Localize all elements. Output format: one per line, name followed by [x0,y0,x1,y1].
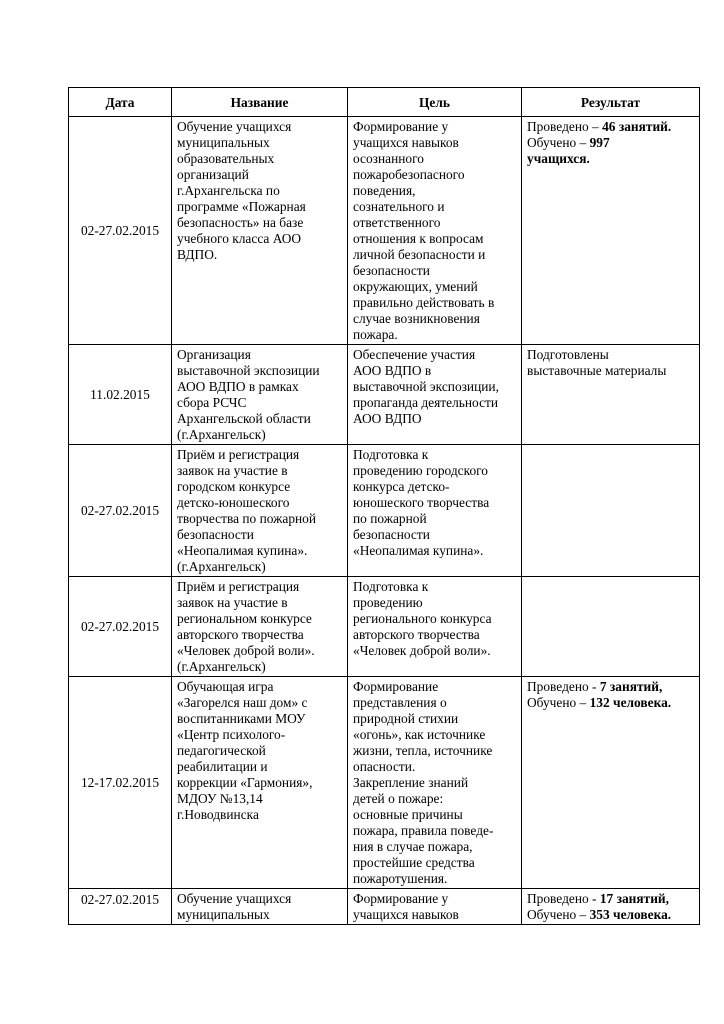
result-cell [522,117,700,345]
text-line: АОО ВДПО в [353,363,432,378]
text-line: Приём и регистрация [177,579,300,594]
result-value: 17 занятий, [599,891,669,906]
table-row [69,445,700,577]
text-line: воспитанниками МОУ [177,711,306,726]
text-line: «Человек доброй воли». [353,643,491,658]
text-line: ния в случае пожара, [353,839,473,854]
text-line: региональном конкурсе [177,611,312,626]
text-line: выставочной экспозиции [177,363,320,378]
name-cell [172,345,348,445]
text-line: Формирование у [353,891,449,906]
text-line: «Неопалимая купина». [353,543,484,558]
text-line: Формирование [353,679,439,694]
text-line: конкурса детско- [353,479,450,494]
result-cell [522,345,700,445]
text-line: Обучающая игра [177,679,274,694]
result-line [527,907,695,923]
header-date: Дата [69,88,172,117]
text-line: сознательного и [353,199,445,214]
table-row [69,577,700,677]
text-line: учащихся навыков [353,135,459,150]
events-table [68,87,700,925]
text-line: муниципальных [177,907,270,922]
header-name: Название [172,88,348,117]
text-line: муниципальных [177,135,270,150]
text-line: Подготовлены [527,347,609,362]
result-value: 132 человека. [589,695,672,710]
text-line: выставочной экспозиции, [353,379,499,394]
text-line: заявок на участие в [177,595,288,610]
text-line: авторского творчества [353,627,480,642]
text-line: по пожарной [353,511,427,526]
text-line: реабилитации и [177,759,268,774]
result-label: Обучено – [527,695,590,710]
text-line: Формирование у [353,119,449,134]
goal-cell [348,445,522,577]
text-line: проведению городского [353,463,488,478]
text-line: случае возникновения [353,311,480,326]
text-line: Приём и регистрация [177,447,300,462]
text-line: Закрепление знаний [353,775,469,790]
text-line: представления о [353,695,447,710]
table-header-row [69,88,700,117]
text-line: «Неопалимая купина». [177,543,308,558]
text-line: заявок на участие в [177,463,288,478]
text-line: учебного класса АОО [177,231,302,246]
text-line: «Загорелся наш дом» с [177,695,308,710]
text-line: Архангельской области [177,411,311,426]
text-line: основные причины [353,807,463,822]
name-cell [172,117,348,345]
text-line: пожара. [353,327,398,342]
text-line: (г.Архангельск) [177,659,266,674]
text-line: «огонь», как источнике [353,727,486,742]
result-cell [522,445,700,577]
text-line: коррекции «Гармония», [177,775,313,790]
result-value: учащихся. [527,151,590,166]
text-line: сбора РСЧС [177,395,247,410]
text-line: авторского творчества [177,627,304,642]
name-cell [172,677,348,889]
text-line: безопасности [353,527,430,542]
text-line: педагогической [177,743,266,758]
text-line: организаций [177,167,249,182]
date-cell: 12-17.02.2015 [69,677,172,889]
text-line: (г.Архангельск) [177,427,266,442]
text-line: осознанного [353,151,424,166]
text-line: программе «Пожарная [177,199,306,214]
text-line: Организация [177,347,251,362]
text-line: отношения к вопросам [353,231,484,246]
goal-cell [348,889,522,925]
goal-cell [348,345,522,445]
text-line: личной безопасности и [353,247,486,262]
text-line: Обеспечение участия [353,347,476,362]
text-line: образовательных [177,151,275,166]
result-label: Обучено – [527,907,590,922]
date-cell: 11.02.2015 [69,345,172,445]
text-line: пропаганда деятельности [353,395,499,410]
text-line: природной стихии [353,711,459,726]
table-row [69,677,700,889]
text-line: Обучение учащихся [177,891,292,906]
text-line: МДОУ №13,14 [177,791,263,806]
text-line: безопасности [177,527,254,542]
result-label: Проведено - [527,679,600,694]
name-cell [172,577,348,677]
text-line: пожаробезопасного [353,167,465,182]
text-line: безопасности [353,263,430,278]
result-label: Проведено - [527,891,600,906]
text-line: Обучение учащихся [177,119,292,134]
text-line: АОО ВДПО в рамках [177,379,299,394]
text-line: выставочные материалы [527,363,667,378]
date-cell: 02-27.02.2015 [69,889,172,925]
header-goal: Цель [348,88,522,117]
result-label: Обучено – [527,135,590,150]
date-cell: 02-27.02.2015 [69,577,172,677]
text-line: юношеского творчества [353,495,490,510]
goal-cell [348,577,522,677]
header-result: Результат [522,88,700,117]
text-line: ВДПО. [177,247,218,262]
result-value: 353 человека. [589,907,672,922]
result-line [527,135,695,151]
result-value: 997 [589,135,610,150]
text-line: окружающих, умений [353,279,478,294]
result-cell [522,889,700,925]
goal-cell [348,677,522,889]
result-value: 7 занятий, [599,679,663,694]
date-cell: 02-27.02.2015 [69,117,172,345]
result-value: 46 занятий. [602,119,672,134]
text-line: безопасность» на базе [177,215,304,230]
goal-cell [348,117,522,345]
text-line: правильно действовать в [353,295,495,310]
text-line: г.Новодвинска [177,807,259,822]
text-line: регионального конкурса [353,611,492,626]
text-line: поведения, [353,183,416,198]
text-line: (г.Архангельск) [177,559,266,574]
text-line: городском конкурсе [177,479,291,494]
result-line [527,119,695,135]
text-line: Подготовка к [353,579,429,594]
name-cell [172,445,348,577]
result-cell [522,677,700,889]
text-line: детско-юношеского [177,495,290,510]
text-line: жизни, тепла, источнике [353,743,493,758]
text-line: г.Архангельска по [177,183,280,198]
result-label: Проведено – [527,119,603,134]
text-line: простейшие средства [353,855,475,870]
text-line: Подготовка к [353,447,429,462]
text-line: опасности. [353,759,416,774]
table-row [69,345,700,445]
name-cell [172,889,348,925]
text-line: АОО ВДПО [353,411,422,426]
table-row [69,117,700,345]
text-line: «Центр психолого- [177,727,286,742]
text-line: «Человек доброй воли». [177,643,315,658]
result-line [527,695,695,711]
result-cell [522,577,700,677]
text-line: пожара, правила поведе- [353,823,494,838]
text-line: ответственного [353,215,441,230]
table-row [69,889,700,925]
text-line: творчества по пожарной [177,511,317,526]
result-line [527,891,695,907]
text-line: проведению [353,595,423,610]
text-line: детей о пожаре: [353,791,444,806]
date-cell: 02-27.02.2015 [69,445,172,577]
text-line: учащихся навыков [353,907,459,922]
result-line [527,679,695,695]
text-line: пожаротушения. [353,871,448,886]
